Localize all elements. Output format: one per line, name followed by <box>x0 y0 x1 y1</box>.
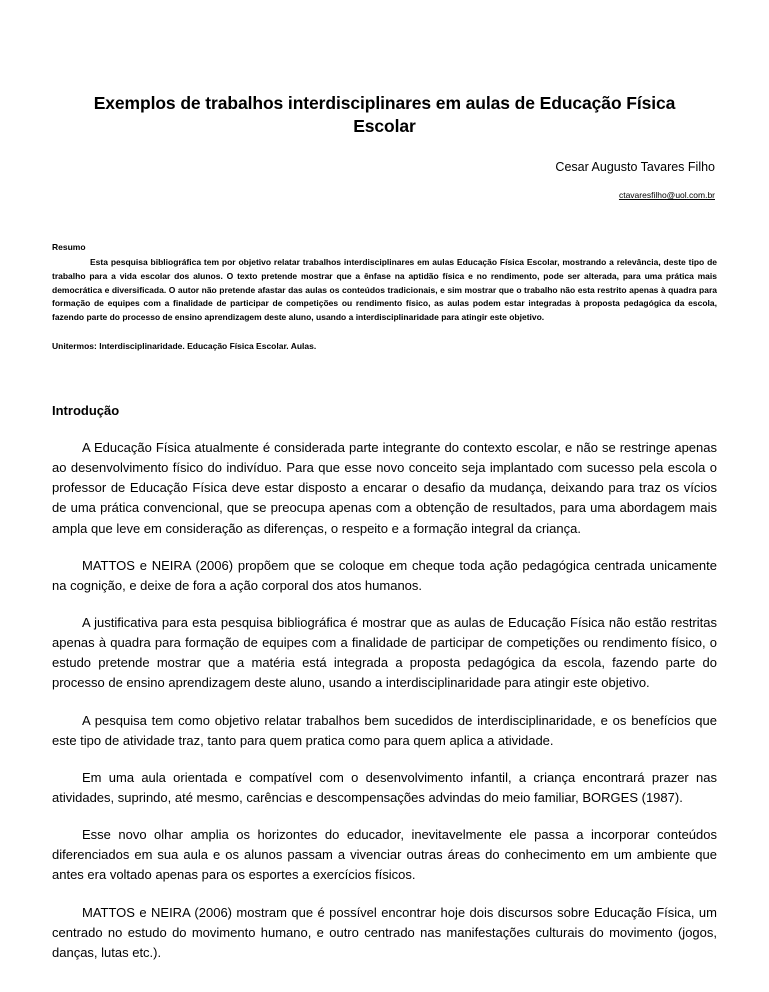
section-heading-introducao: Introdução <box>52 403 120 419</box>
body-paragraph: Esse novo olhar amplia os horizontes do educador, inevitavelmente ele passa a incorporar conteúdos diferenciados em sua aula e os alunos passam a vivenciar outras áreas do conhecimento em um ambiente que antes era voltado apenas para os esportes a exercícios físicos. <box>52 827 717 883</box>
keywords-line: Unitermos: Interdisciplinaridade. Educação Física Escolar. Aulas. <box>52 341 317 352</box>
body-paragraph: Em uma aula orientada e compatível com o desenvolvimento infantil, a criança encontrará prazer nas atividades, suprindo, até mesmo, carências e descompensações advindas do meio familiar, BORGES (1987). <box>52 769 717 805</box>
abstract-content: Esta pesquisa bibliográfica tem por objetivo relatar trabalhos interdisciplinares em aulas Educação Física Escolar, mostrando a relevância, deste tipo de trabalho para a vida escolar dos alunos. O texto pretende mostrar que a ênfase na aptidão física e no rendimento, pode ser alterada, para uma prática mais democrática e diversificada. O autor não pretende afastar das aulas os conteúdos tradicionais, e sim mostrar que o trabalho não esta restrito apenas à quadra para formação de equipes com a finalidade de participar de competições ou rendimento físico, as aulas podem estar integradas à proposta pedagógica da escola, fazendo parte do processo de ensino aprendizagem deste aluno, usando a interdisciplinaridade para atingir este objetivo. <box>52 257 717 323</box>
body-paragraph: A justificativa para esta pesquisa bibliográfica é mostrar que as aulas de Educação Física não estão restritas apenas à quadra para formação de equipes com a finalidade de participar de competições ou rendimento físico, o estudo pretende mostrar que a matéria está integrada a proposta pedagógica da escola, fazendo parte do processo de ensino aprendizagem deste aluno, usando a interdisciplinaridade para atingir este objetivo. <box>52 615 717 691</box>
body-paragraph: A Educação Física atualmente é considerada parte integrante do contexto escolar, e não se restringe apenas ao desenvolvimento físico do indivíduo. Para que esse novo conceito seja implantado com sucesso pela escola o professor de Educação Física deve estar disposto a encarar o desafio da mudança, deixando para traz os vícios de uma prática convencional, que se preocupa apenas com a obtenção de resultados, para uma abordagem mais ampla que leve em consideração as diferenças, o respeito e a formação integral da criança. <box>52 440 717 536</box>
abstract-text <box>52 256 717 325</box>
body-paragraph: MATTOS e NEIRA (2006) mostram que é possível encontrar hoje dois discursos sobre Educação Física, um centrado no estudo do movimento humano, e outro centrado nas manifestações culturais do movimento (jogos, danças, lutas etc.). <box>52 904 717 960</box>
body-paragraph: MATTOS e NEIRA (2006) propõem que se coloque em cheque toda ação pedagógica centrada unicamente na cognição, e deixe de fora a ação corporal dos atos humanos. <box>52 557 717 593</box>
page-title: Exemplos de trabalhos interdisciplinares em aulas de Educação Física Escolar <box>93 93 676 137</box>
author-name: Cesar Augusto Tavares Filho <box>555 160 715 175</box>
author-email-link[interactable]: ctavaresfilho@uol.com.br <box>618 190 715 201</box>
abstract-heading: Resumo <box>52 242 86 253</box>
body-paragraph: A pesquisa tem como objetivo relatar trabalhos bem sucedidos de interdisciplinaridade, e os benefícios que este tipo de atividade traz, tanto para quem pratica como para quem aplica a atividade. <box>52 712 717 748</box>
